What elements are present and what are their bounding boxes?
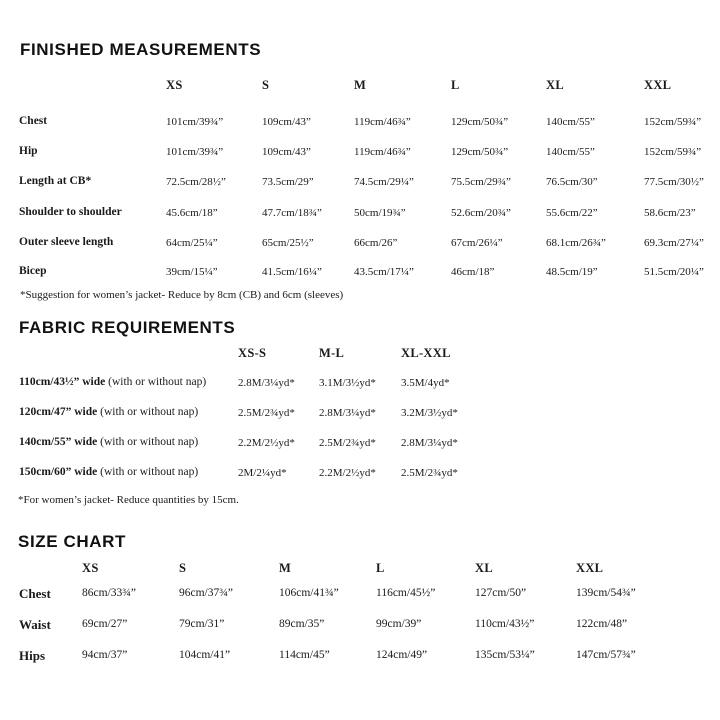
sizechart-row-label-waist: Waist xyxy=(19,617,51,632)
fabric-col-xs-s: XS-S xyxy=(238,346,267,360)
fabric-cell: 2.8M/3¼yd* xyxy=(319,407,376,419)
fabric-width: 140cm/55” wide xyxy=(19,436,98,448)
finished-cell: 73.5cm/29” xyxy=(262,176,314,188)
sizechart-row-label-chest: Chest xyxy=(19,586,51,601)
finished-row-label-chest: Chest xyxy=(19,115,48,127)
fabric-cell: 2.5M/2¾yd* xyxy=(401,467,458,479)
finished-footnote: *Suggestion for women’s jacket- Reduce by 8cm (CB) and 6cm (sleeves) xyxy=(20,289,344,301)
finished-row-label-length-cb: Length at CB* xyxy=(19,175,92,187)
finished-cell: 101cm/39¾” xyxy=(166,146,224,158)
sizechart-cell: 139cm/54¾” xyxy=(576,587,636,599)
sizechart-cell: 127cm/50” xyxy=(475,587,527,599)
sizechart-cell: 86cm/33¾” xyxy=(82,587,136,599)
finished-cell: 66cm/26” xyxy=(354,237,398,249)
finished-col-s: S xyxy=(262,78,270,92)
finished-cell: 129cm/50¾” xyxy=(451,116,509,128)
finished-cell: 45.6cm/18” xyxy=(166,207,218,219)
sizechart-cell: 104cm/41” xyxy=(179,649,231,661)
finished-cell: 52.6cm/20¾” xyxy=(451,207,511,219)
fabric-row-label xyxy=(19,436,198,448)
finished-cell: 68.1cm/26¾” xyxy=(546,237,606,249)
size-chart-heading: SIZE CHART xyxy=(18,532,126,551)
fabric-requirements-heading: FABRIC REQUIREMENTS xyxy=(19,318,236,337)
sizechart-col-xxl: XXL xyxy=(576,561,604,575)
sizechart-col-m: M xyxy=(279,561,292,575)
sizechart-cell: 79cm/31” xyxy=(179,618,225,630)
fabric-width: 150cm/60” wide xyxy=(19,466,98,478)
finished-cell: 39cm/15¼” xyxy=(166,266,218,278)
sizechart-cell: 89cm/35” xyxy=(279,618,325,630)
finished-cell: 119cm/46¾” xyxy=(354,146,411,158)
sizechart-cell: 96cm/37¾” xyxy=(179,587,233,599)
finished-cell: 48.5cm/19” xyxy=(546,266,598,278)
finished-cell: 75.5cm/29¾” xyxy=(451,176,511,188)
fabric-cell: 2.5M/2¾yd* xyxy=(319,437,376,449)
fabric-cell: 2.2M/2½yd* xyxy=(238,437,295,449)
finished-cell: 65cm/25½” xyxy=(262,237,314,249)
sizechart-cell: 122cm/48” xyxy=(576,618,628,630)
finished-col-m: M xyxy=(354,78,367,92)
finished-cell: 109cm/43” xyxy=(262,116,311,128)
finished-cell: 152cm/59¾” xyxy=(644,146,702,158)
fabric-row-label xyxy=(19,406,198,418)
fabric-col-m-l: M-L xyxy=(319,346,345,360)
finished-cell: 72.5cm/28½” xyxy=(166,176,226,188)
finished-row-label-sleeve: Outer sleeve length xyxy=(19,236,114,248)
finished-cell: 43.5cm/17¼” xyxy=(354,266,414,278)
finished-cell: 101cm/39¾” xyxy=(166,116,224,128)
finished-cell: 64cm/25¼” xyxy=(166,237,218,249)
finished-col-xl: XL xyxy=(546,78,564,92)
fabric-row-label xyxy=(19,376,206,388)
finished-cell: 58.6cm/23” xyxy=(644,207,696,219)
finished-cell: 109cm/43” xyxy=(262,146,311,158)
sizechart-cell: 99cm/39” xyxy=(376,618,422,630)
fabric-cell: 2.2M/2½yd* xyxy=(319,467,376,479)
sizechart-cell: 147cm/57¾” xyxy=(576,649,636,661)
finished-cell: 74.5cm/29¼” xyxy=(354,176,414,188)
finished-cell: 129cm/50¾” xyxy=(451,146,509,158)
finished-row-label-shoulder: Shoulder to shoulder xyxy=(19,206,122,218)
finished-cell: 41.5cm/16¼” xyxy=(262,266,322,278)
fabric-width: 110cm/43½” wide xyxy=(19,376,106,388)
fabric-cell: 3.1M/3½yd* xyxy=(319,377,376,389)
sizechart-cell: 110cm/43½” xyxy=(475,618,535,630)
sizechart-cell: 94cm/37” xyxy=(82,649,128,661)
fabric-cell: 2M/2¼yd* xyxy=(238,467,287,479)
sizechart-col-xs: XS xyxy=(82,561,99,575)
finished-row-label-bicep: Bicep xyxy=(19,265,47,277)
finished-col-l: L xyxy=(451,78,460,92)
fabric-nap-note: (with or without nap) xyxy=(97,466,199,478)
finished-cell: 77.5cm/30½” xyxy=(644,176,704,188)
finished-col-xs: XS xyxy=(166,78,183,92)
fabric-cell: 2.8M/3¼yd* xyxy=(401,437,458,449)
fabric-cell: 2.8M/3¼yd* xyxy=(238,377,295,389)
sizechart-cell: 124cm/49” xyxy=(376,649,428,661)
finished-cell: 55.6cm/22” xyxy=(546,207,598,219)
fabric-nap-note: (with or without nap) xyxy=(105,376,207,388)
sizechart-cell: 114cm/45” xyxy=(279,649,330,661)
finished-cell: 67cm/26¼” xyxy=(451,237,503,249)
finished-cell: 69.3cm/27¼” xyxy=(644,237,704,249)
finished-col-xxl: XXL xyxy=(644,78,672,92)
sizechart-cell: 69cm/27” xyxy=(82,618,128,630)
sizechart-cell: 135cm/53¼” xyxy=(475,649,535,661)
finished-row-label-hip: Hip xyxy=(19,145,38,157)
sizechart-col-s: S xyxy=(179,561,187,575)
finished-cell: 119cm/46¾” xyxy=(354,116,411,128)
sizechart-col-l: L xyxy=(376,561,385,575)
fabric-col-xl-xxl: XL-XXL xyxy=(401,346,451,360)
fabric-nap-note: (with or without nap) xyxy=(97,436,199,448)
sizechart-cell: 106cm/41¾” xyxy=(279,587,339,599)
fabric-cell: 3.2M/3½yd* xyxy=(401,407,458,419)
finished-cell: 46cm/18” xyxy=(451,266,495,278)
fabric-row-label xyxy=(19,466,198,478)
finished-cell: 50cm/19¾” xyxy=(354,207,406,219)
finished-cell: 51.5cm/20¼” xyxy=(644,266,704,278)
fabric-width: 120cm/47” wide xyxy=(19,406,98,418)
finished-cell: 47.7cm/18¾” xyxy=(262,207,322,219)
finished-measurements-heading: FINISHED MEASUREMENTS xyxy=(20,40,262,59)
sizechart-cell: 116cm/45½” xyxy=(376,587,436,599)
fabric-nap-note: (with or without nap) xyxy=(97,406,199,418)
fabric-cell: 2.5M/2¾yd* xyxy=(238,407,295,419)
finished-cell: 140cm/55” xyxy=(546,146,595,158)
finished-cell: 140cm/55” xyxy=(546,116,595,128)
sizechart-col-xl: XL xyxy=(475,561,493,575)
fabric-cell: 3.5M/4yd* xyxy=(401,377,450,389)
fabric-footnote: *For women’s jacket- Reduce quantities by 15cm. xyxy=(18,494,239,506)
finished-cell: 152cm/59¾” xyxy=(644,116,702,128)
sizechart-row-label-hips: Hips xyxy=(19,648,46,663)
finished-cell: 76.5cm/30” xyxy=(546,176,598,188)
